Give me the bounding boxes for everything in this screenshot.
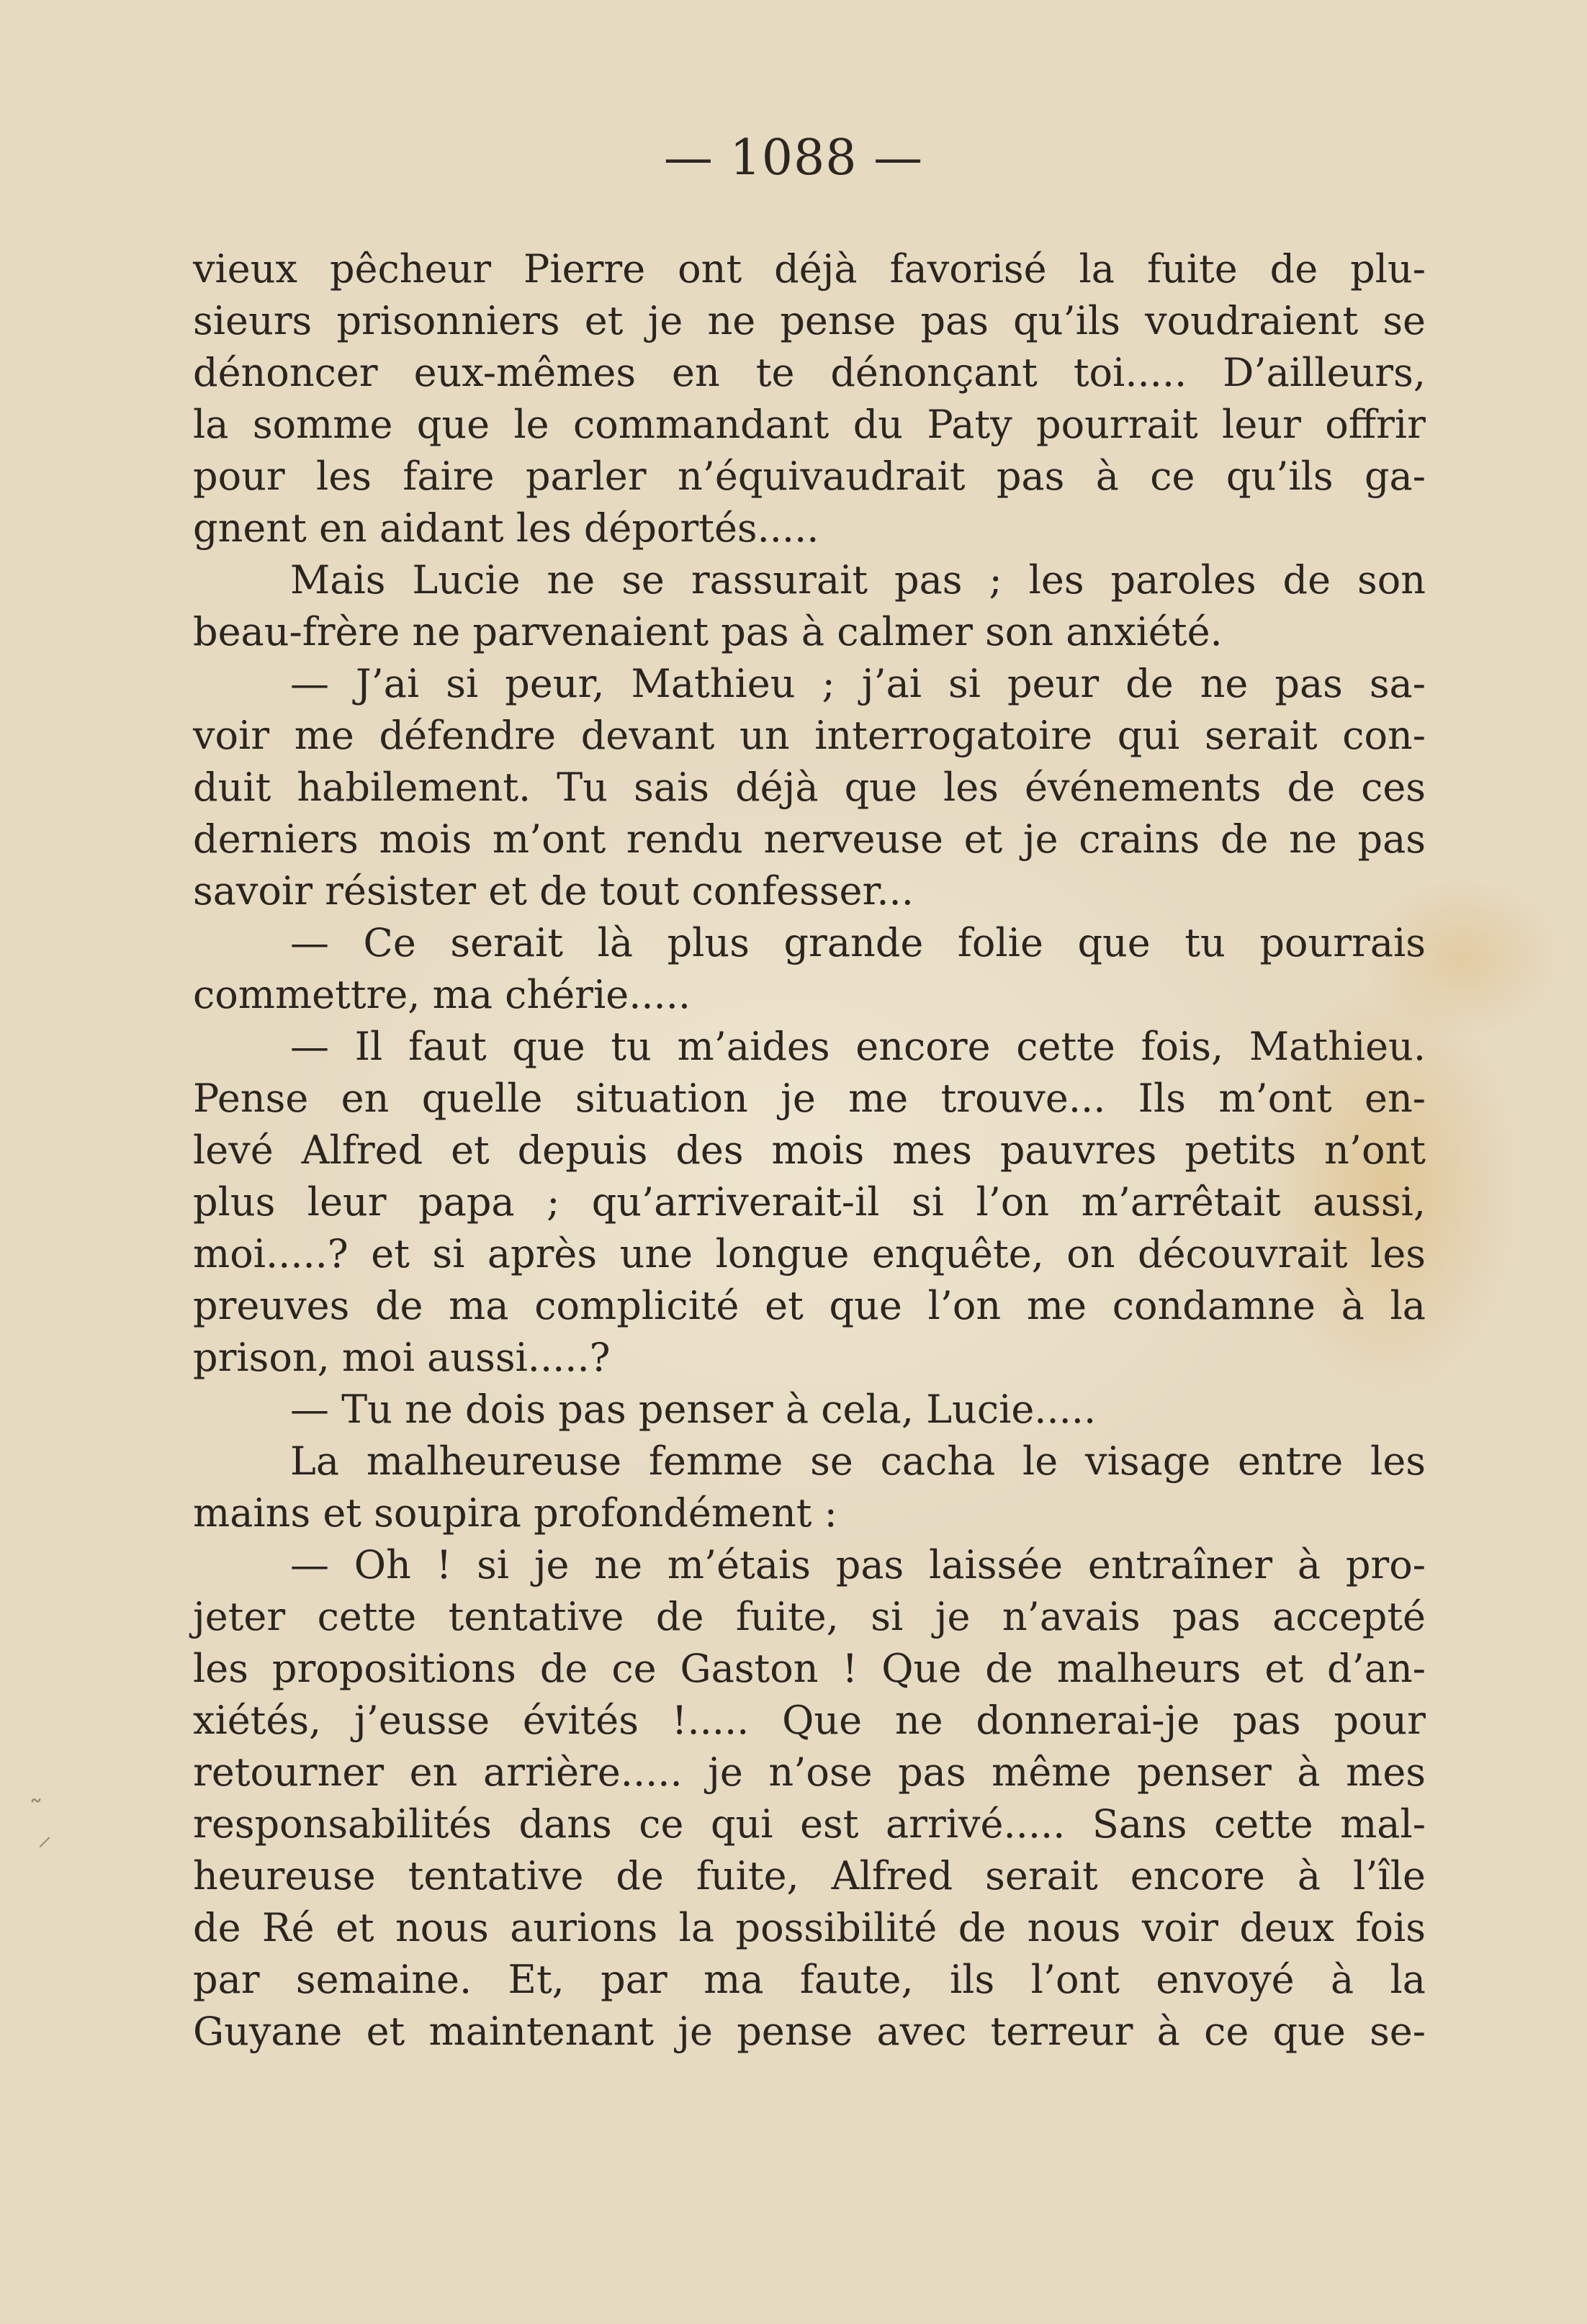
text-line: — Oh ! si je ne m’étais pas laissée entraîner à pro- <box>290 1542 1426 1587</box>
margin-speck-mark: ⸝ <box>37 1819 52 1852</box>
text-line: retourner en arrière..... je n’ose pas même penser à mes <box>193 1749 1426 1795</box>
text-line: dénoncer eux-mêmes en te dénonçant toi..... D’ailleurs, <box>193 350 1426 395</box>
text-line: Mais Lucie ne se rassurait pas ; les paroles de son <box>290 557 1426 603</box>
margin-speck-mark: ˷ <box>29 1771 43 1804</box>
text-line: de Ré et nous aurions la possibilité de nous voir deux fois <box>193 1905 1426 1950</box>
text-line: derniers mois m’ont rendu nerveuse et je crains de ne pas <box>193 816 1426 862</box>
text-line: duit habilement. Tu sais déjà que les événements de ces <box>193 765 1426 810</box>
text-line: les propositions de ce Gaston ! Que de malheurs et d’an- <box>193 1646 1426 1691</box>
text-line: prison, moi aussi.....? <box>193 1335 611 1380</box>
text-line: plus leur papa ; qu’arriverait-il si l’on m’arrêtait aussi, <box>193 1179 1426 1225</box>
text-line: — Ce serait là plus grande folie que tu pourrais <box>290 920 1426 965</box>
text-line: moi.....? et si après une longue enquête, on découvrait les <box>193 1231 1426 1276</box>
text-line: levé Alfred et depuis des mois mes pauvres petits n’ont <box>193 1127 1426 1173</box>
text-line: heureuse tentative de fuite, Alfred serait encore à l’île <box>193 1853 1426 1899</box>
text-line: pour les faire parler n’équivaudrait pas à ce qu’ils ga- <box>193 454 1426 499</box>
text-line: La malheureuse femme se cacha le visage entre les <box>290 1438 1426 1484</box>
text-line: savoir résister et de tout confesser... <box>193 868 914 914</box>
page-number: — 1088 — <box>663 130 924 186</box>
text-line: Guyane et maintenant je pense avec terreur à ce que se- <box>193 2009 1426 2054</box>
text-line: responsabilités dans ce qui est arrivé..... Sans cette mal- <box>193 1801 1426 1847</box>
text-line: commettre, ma chérie..... <box>193 972 691 1017</box>
text-line: — Il faut que tu m’aides encore cette fois, Mathieu. <box>290 1024 1426 1069</box>
text-line: voir me défendre devant un interrogatoire qui serait con- <box>193 713 1426 758</box>
text-line: la somme que le commandant du Paty pourrait leur offrir <box>193 402 1426 447</box>
text-line: jeter cette tentative de fuite, si je n’avais pas accepté <box>193 1594 1426 1639</box>
text-line: sieurs prisonniers et je ne pense pas qu’ils voudraient se <box>193 298 1426 343</box>
body-text <box>193 243 1426 2058</box>
text-line: Pense en quelle situation je me trouve... Ils m’ont en- <box>193 1076 1426 1121</box>
text-line: par semaine. Et, par ma faute, ils l’ont envoyé à la <box>193 1957 1426 2002</box>
text-line: mains et soupira profondément : <box>193 1490 837 1536</box>
text-line: preuves de ma complicité et que l’on me condamne à la <box>193 1283 1426 1328</box>
text-line: beau-frère ne parvenaient pas à calmer son anxiété. <box>193 609 1223 654</box>
text-line: — Tu ne dois pas penser à cela, Lucie..... <box>290 1387 1097 1432</box>
text-line: xiétés, j’eusse évités !..... Que ne donnerai-je pas pour <box>193 1698 1426 1743</box>
text-line: vieux pêcheur Pierre ont déjà favorisé la fuite de plu- <box>193 246 1426 292</box>
text-line: — J’ai si peur, Mathieu ; j’ai si peur de ne pas sa- <box>290 661 1426 706</box>
text-line: gnent en aidant les déportés..... <box>193 505 819 551</box>
